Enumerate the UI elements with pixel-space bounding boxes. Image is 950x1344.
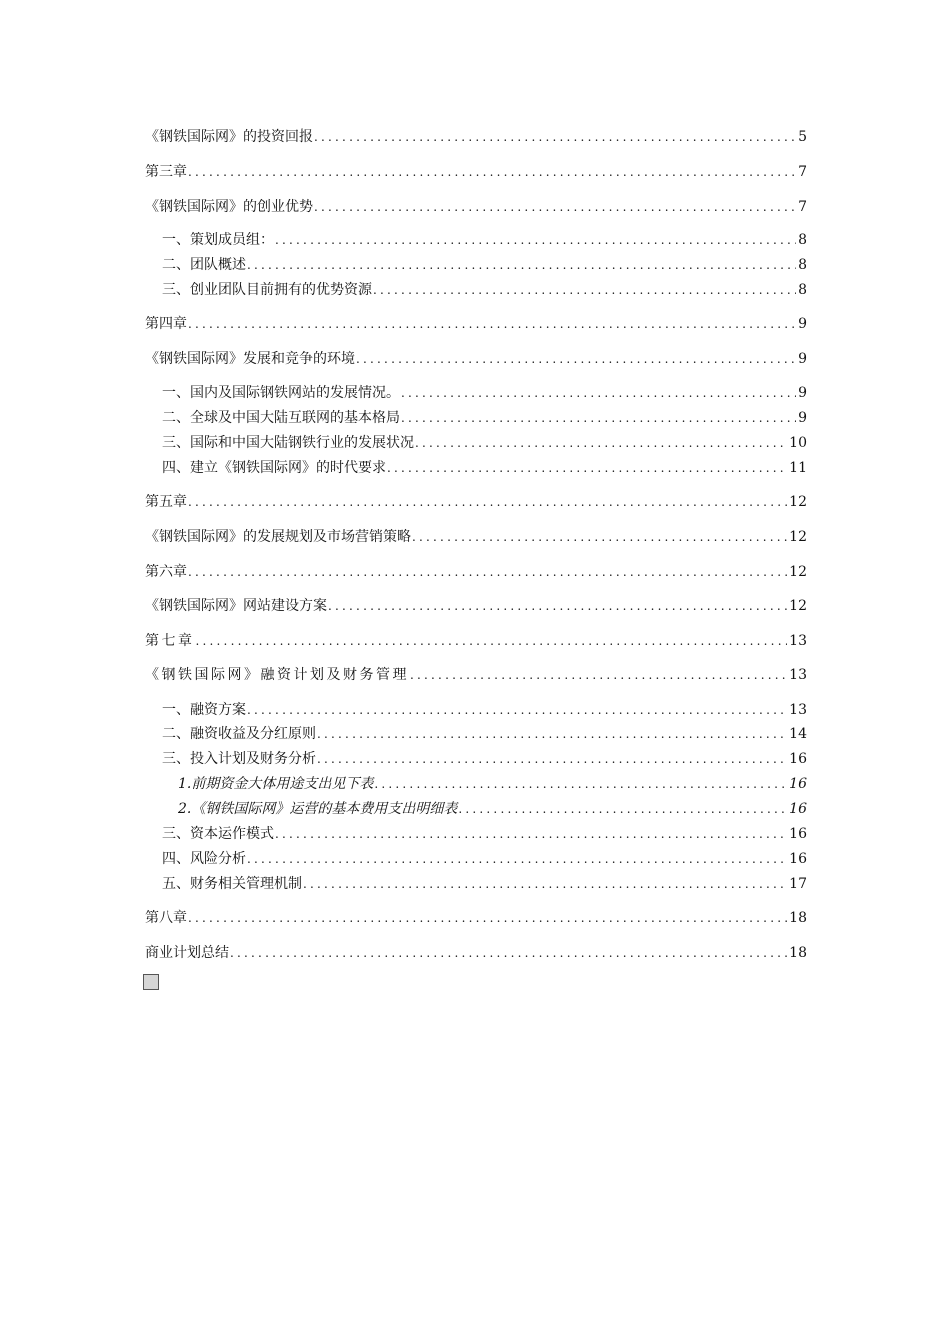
toc-entry[interactable] <box>145 197 807 217</box>
toc-dot-leader <box>401 408 796 428</box>
toc-entry[interactable] <box>162 749 807 769</box>
toc-entry[interactable] <box>145 943 807 963</box>
toc-entry[interactable] <box>162 255 807 275</box>
toc-entry-title: 第八章 <box>145 910 187 926</box>
toc-entry-title: 三、国际和中国大陆钢铁行业的发展状况 <box>162 435 414 451</box>
toc-entry[interactable] <box>145 349 807 369</box>
toc-entry-title: 三、创业团队目前拥有的优势资源 <box>162 282 372 298</box>
toc-entry[interactable] <box>145 631 807 651</box>
toc-dot-leader <box>373 280 796 300</box>
toc-entry-page: 18 <box>789 945 807 961</box>
toc-entry[interactable] <box>145 527 807 547</box>
toc-dot-leader <box>401 383 796 403</box>
toc-dot-leader <box>188 314 796 334</box>
toc-entry[interactable] <box>178 799 807 819</box>
toc-entry-page: 12 <box>789 494 807 510</box>
toc-entry[interactable] <box>145 596 807 616</box>
toc-entry[interactable] <box>162 230 807 250</box>
toc-entry[interactable] <box>162 408 807 428</box>
toc-entry-title: 二、全球及中国大陆互联网的基本格局 <box>162 410 400 426</box>
toc-entry-page: 10 <box>789 435 807 451</box>
toc-entry-page: 16 <box>789 851 807 867</box>
toc-entry-page: 7 <box>798 199 807 215</box>
toc-entry-page: 14 <box>789 726 807 742</box>
toc-entry[interactable] <box>162 458 807 478</box>
toc-entry[interactable] <box>145 162 807 182</box>
toc-entry-title: 《钢铁国际网》融资计划及财务管理 <box>145 667 409 683</box>
toc-entry[interactable] <box>145 665 807 685</box>
toc-entry-title: 《钢铁国际网》的发展规划及市场营销策略 <box>145 529 411 545</box>
toc-dot-leader <box>188 908 787 928</box>
toc-entry-title: 三、投入计划及财务分析 <box>162 751 316 767</box>
toc-entry-title: 1.前期资金大体用途支出见下表 <box>178 776 374 792</box>
toc-dot-leader <box>317 749 787 769</box>
toc-dot-leader <box>314 197 796 217</box>
toc-entry[interactable] <box>162 383 807 403</box>
toc-entry-title: 一、策划成员组： <box>162 232 274 248</box>
toc-dot-leader <box>188 562 787 582</box>
toc-entry-page: 12 <box>789 529 807 545</box>
toc-entry[interactable] <box>145 908 807 928</box>
toc-entry-page: 9 <box>798 351 807 367</box>
toc-entry[interactable] <box>162 824 807 844</box>
toc-entry[interactable] <box>162 874 807 894</box>
toc-entry-title: 《钢铁国际网》网站建设方案 <box>145 598 327 614</box>
toc-entry-title: 二、融资收益及分红原则 <box>162 726 316 742</box>
toc-entry[interactable] <box>162 724 807 744</box>
toc-dot-leader <box>188 492 787 512</box>
toc-entry-page: 13 <box>789 633 807 649</box>
toc-dot-leader <box>247 849 787 869</box>
toc-entry-title: 《钢铁国际网》的投资回报 <box>145 129 313 145</box>
toc-entry-title: 商业计划总结 <box>145 945 229 961</box>
toc-dot-leader <box>387 458 787 478</box>
toc-entry-page: 7 <box>798 164 807 180</box>
toc-entry[interactable] <box>145 562 807 582</box>
toc-entry-page: 8 <box>798 282 807 298</box>
toc-entry-page: 12 <box>789 598 807 614</box>
toc-entry-page: 11 <box>789 460 807 476</box>
toc-entry-page: 16 <box>789 826 807 842</box>
toc-entry[interactable] <box>162 700 807 720</box>
toc-entry[interactable] <box>162 849 807 869</box>
toc-entry-page: 16 <box>789 751 807 767</box>
toc-entry-page: 5 <box>798 129 807 145</box>
toc-entry-page: 12 <box>789 564 807 580</box>
toc-entry-page: 9 <box>798 410 807 426</box>
toc-entry-page: 8 <box>798 257 807 273</box>
toc-dot-leader <box>415 433 787 453</box>
toc-entry[interactable] <box>162 433 807 453</box>
toc-entry[interactable] <box>145 492 807 512</box>
checkbox-control[interactable] <box>143 974 159 990</box>
toc-dot-leader <box>328 596 787 616</box>
toc-entry-title: 第五章 <box>145 494 187 510</box>
toc-entry-title: 二、团队概述 <box>162 257 246 273</box>
toc-dot-leader <box>356 349 796 369</box>
toc-entry-title: 四、建立《钢铁国际网》的时代要求 <box>162 460 386 476</box>
toc-entry-title: 《钢铁国际网》发展和竞争的环境 <box>145 351 355 367</box>
toc-entry-title: 一、融资方案 <box>162 702 246 718</box>
toc-entry-page: 13 <box>789 667 807 683</box>
toc-entry[interactable] <box>162 280 807 300</box>
toc-dot-leader <box>247 255 796 275</box>
toc-entry-title: 《钢铁国际网》的创业优势 <box>145 199 313 215</box>
toc-dot-leader <box>275 824 787 844</box>
toc-entry-title: 2.《钢铁国际网》运营的基本费用支出明细表 <box>178 801 458 817</box>
toc-entry-page: 17 <box>789 876 807 892</box>
toc-dot-leader <box>230 943 787 963</box>
toc-dot-leader <box>412 527 787 547</box>
toc-dot-leader <box>247 700 787 720</box>
toc-dot-leader <box>458 799 787 819</box>
toc-entry[interactable] <box>145 127 807 147</box>
toc-entry-page: 9 <box>798 316 807 332</box>
toc-entry-title: 一、国内及国际钢铁网站的发展情况。 <box>162 385 400 401</box>
toc-entry-title: 第七章 <box>145 633 195 649</box>
toc-entry-title: 五、财务相关管理机制 <box>162 876 302 892</box>
toc-entry[interactable] <box>145 314 807 334</box>
toc-dot-leader <box>314 127 796 147</box>
toc-entry-page: 13 <box>789 702 807 718</box>
toc-entry[interactable] <box>178 774 807 794</box>
toc-entry-page: 9 <box>798 385 807 401</box>
toc-dot-leader <box>275 230 796 250</box>
toc-entry-title: 四、风险分析 <box>162 851 246 867</box>
toc-dot-leader <box>303 874 787 894</box>
toc-entry-page: 16 <box>789 801 807 817</box>
toc-entry-title: 第四章 <box>145 316 187 332</box>
toc-entry-title: 第六章 <box>145 564 187 580</box>
toc-entry-page: 16 <box>789 776 807 792</box>
toc-entry-title: 三、资本运作模式 <box>162 826 274 842</box>
toc-entry-title: 第三章 <box>145 164 187 180</box>
toc-entry-page: 8 <box>798 232 807 248</box>
toc-dot-leader <box>374 774 787 794</box>
toc-dot-leader <box>410 665 787 685</box>
toc-dot-leader <box>196 631 788 651</box>
toc-dot-leader <box>317 724 787 744</box>
toc-entry-page: 18 <box>789 910 807 926</box>
toc-dot-leader <box>188 162 796 182</box>
